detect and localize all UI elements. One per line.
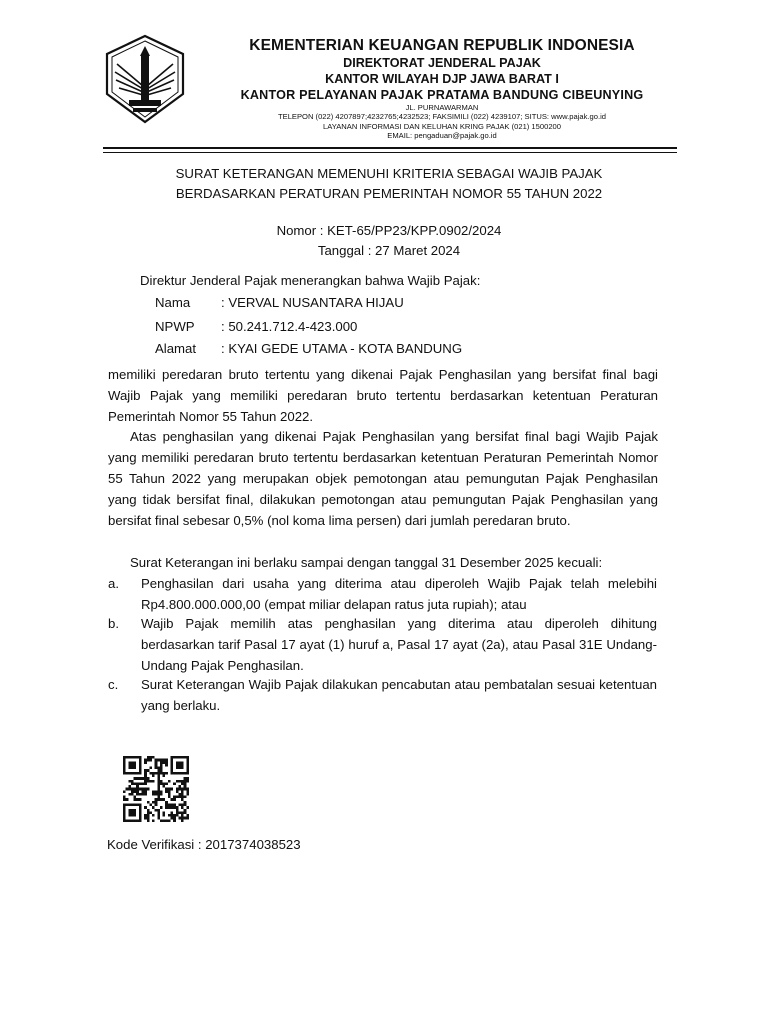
office-address: JL. PURNAWARMAN (405, 103, 479, 112)
directorate-name: DIREKTORAT JENDERAL PAJAK (343, 56, 541, 70)
office-phone: TELEPON (022) 4207897;4232765;4232523; FAKSIMILI (022) 4239107; SITUS: www.pajak.go.id (278, 112, 606, 122)
office-email: EMAIL: pengaduan@pajak.go.id (387, 131, 497, 141)
condition-b-marker: b. (108, 616, 119, 631)
taxpayer-name-value: : VERVAL NUSANTARA HIJAU (221, 295, 404, 310)
taxpayer-npwp-value: : 50.241.712.4-423.000 (221, 319, 358, 334)
ministry-of-finance-emblem-icon (103, 34, 187, 124)
condition-b-text: Wajib Pajak memilih atas penghasilan yang diterima atau diperoleh dihitung berdasarkan tarif Pasal 17 ayat (1) huruf a, Pasal 17 ayat (2a), atau Pasal 31E Undang-Undang Pajak Penghasilan. (141, 616, 657, 673)
letterhead-rule-thick (103, 147, 677, 149)
condition-a-marker: a. (108, 576, 119, 591)
qr-code-icon (123, 756, 189, 822)
taxpayer-npwp-label: NPWP (155, 319, 195, 334)
condition-c-text: Surat Keterangan Wajib Pajak dilakukan pencabutan atau pembatalan sesuai ketentuan yang berlaku. (141, 677, 657, 713)
document-title-line2: BERDASARKAN PERATURAN PEMERINTAH NOMOR 55 TAHUN 2022 (175, 186, 603, 201)
letterhead (205, 37, 679, 141)
paragraph-2: Atas penghasilan yang dikenai Pajak Penghasilan yang bersifat final bagi Wajib Pajak yang memiliki peredaran bruto tertentu berdasarkan ketentuan Peraturan Pemerintah Nomor 55 Tahun 2022 yang merupakan objek pemotongan atau pemungutan Pajak Penghasilan yang tidak bersifat final, dilakukan pemotongan atau pemungutan Pajak Penghasilan yang bersifat final sebesar 0,5% (nol koma lima persen) dari jumlah peredaran bruto. (108, 429, 658, 528)
document-number: Nomor : KET-65/PP23/KPP.0902/2024 (276, 223, 502, 238)
office-info-line: LAYANAN INFORMASI DAN KELUHAN KRING PAJAK (021) 1500200 (322, 121, 561, 131)
tax-office-name: KANTOR PELAYANAN PAJAK PRATAMA BANDUNG CIBEUNYING (240, 88, 644, 102)
condition-c-marker: c. (108, 677, 119, 692)
ministry-name: KEMENTERIAN KEUANGAN REPUBLIK INDONESIA (249, 37, 635, 54)
condition-a-text: Penghasilan dari usaha yang diterima atau diperoleh Wajib Pajak telah melebihi Rp4.800.000.000,00 (empat miliar delapan ratus juta rupiah); atau (141, 576, 657, 612)
document-date: Tanggal : 27 Maret 2024 (317, 243, 461, 258)
verification-code: Kode Verifikasi : 2017374038523 (107, 837, 301, 852)
taxpayer-address-label: Alamat (155, 341, 197, 356)
intro-text: Direktur Jenderal Pajak menerangkan bahwa Wajib Pajak: (140, 273, 481, 288)
taxpayer-address-value: : KYAI GEDE UTAMA - KOTA BANDUNG (221, 341, 463, 356)
paragraph-1: memiliki peredaran bruto tertentu yang dikenai Pajak Penghasilan yang bersifat final bagi Wajib Pajak yang memiliki peredaran bruto tertentu berdasarkan ketentuan Peraturan Pemerintah Nomor 55 Tahun 2022. (108, 367, 658, 424)
taxpayer-name-label: Nama (155, 295, 191, 310)
paragraph-3: Surat Keterangan ini berlaku sampai dengan tanggal 31 Desember 2025 kecuali: (130, 555, 603, 570)
letterhead-rule-thin (103, 152, 677, 153)
document-title-line1: SURAT KETERANGAN MEMENUHI KRITERIA SEBAGAI WAJIB PAJAK (175, 166, 603, 181)
regional-office-name: KANTOR WILAYAH DJP JAWA BARAT I (325, 72, 559, 86)
